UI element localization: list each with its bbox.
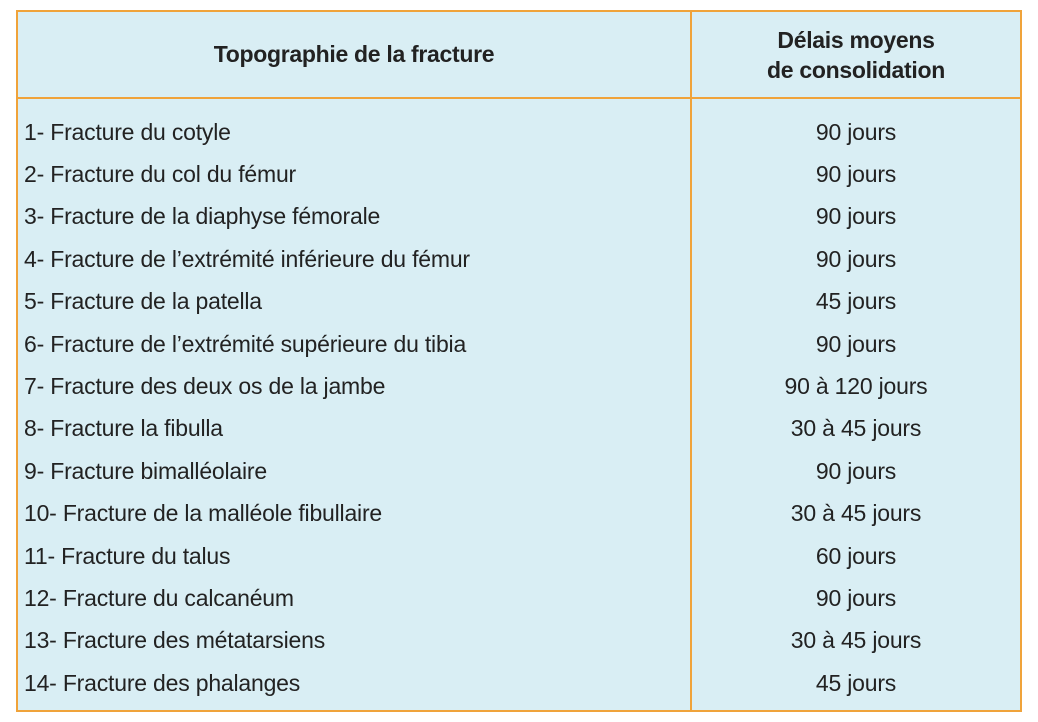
row-value: 90 à 120 jours bbox=[784, 373, 928, 400]
row-label: 6- Fracture de l’extrémité supérieure du tibia bbox=[24, 330, 467, 357]
table-row bbox=[18, 281, 1020, 323]
table-row bbox=[18, 323, 1020, 365]
row-value: 90 jours bbox=[815, 584, 897, 611]
table-row bbox=[18, 238, 1020, 280]
row-value: 60 jours bbox=[815, 542, 897, 569]
row-label: 3- Fracture de la diaphyse fémorale bbox=[24, 203, 381, 230]
row-value: 90 jours bbox=[815, 161, 897, 188]
row-value: 90 jours bbox=[815, 457, 897, 484]
row-value: 90 jours bbox=[815, 203, 897, 230]
table-row bbox=[18, 620, 1020, 662]
table-row bbox=[18, 577, 1020, 619]
row-label: 11- Fracture du talus bbox=[24, 542, 231, 569]
table-row bbox=[18, 493, 1020, 535]
row-label: 8- Fracture la fibulla bbox=[24, 415, 223, 442]
table-row bbox=[18, 662, 1020, 704]
row-label: 1- Fracture du cotyle bbox=[24, 118, 231, 145]
row-value: 45 jours bbox=[815, 669, 897, 696]
row-label: 13- Fracture des métatarsiens bbox=[24, 627, 325, 654]
table-row bbox=[18, 535, 1020, 577]
row-label: 9- Fracture bimalléolaire bbox=[24, 457, 267, 484]
row-label: 7- Fracture des deux os de la jambe bbox=[24, 373, 386, 400]
row-value: 90 jours bbox=[815, 245, 897, 272]
row-label: 2- Fracture du col du fémur bbox=[24, 161, 296, 188]
table-row bbox=[18, 408, 1020, 450]
table-header bbox=[18, 12, 1020, 99]
header-delay bbox=[692, 12, 1020, 97]
table-row bbox=[18, 450, 1020, 492]
row-value: 30 à 45 jours bbox=[790, 415, 922, 442]
header-topography: Topographie de la fracture bbox=[213, 41, 495, 67]
consolidation-table bbox=[16, 10, 1022, 712]
row-value: 30 à 45 jours bbox=[790, 500, 922, 527]
row-label: 4- Fracture de l’extrémité inférieure du fémur bbox=[24, 245, 470, 272]
table-body bbox=[18, 111, 1020, 704]
row-value: 30 à 45 jours bbox=[790, 627, 922, 654]
table-row bbox=[18, 196, 1020, 238]
row-label: 14- Fracture des phalanges bbox=[24, 669, 301, 696]
header-delay-line1: Délais moyens bbox=[777, 26, 935, 53]
header-delay-line2: de consolidation bbox=[767, 56, 945, 83]
table-row bbox=[18, 111, 1020, 153]
row-label: 10- Fracture de la malléole fibullaire bbox=[24, 500, 383, 527]
table-row bbox=[18, 153, 1020, 195]
row-value: 90 jours bbox=[815, 118, 897, 145]
table-row bbox=[18, 365, 1020, 407]
row-label: 12- Fracture du calcanéum bbox=[24, 584, 294, 611]
row-value: 45 jours bbox=[815, 288, 897, 315]
row-value: 90 jours bbox=[815, 330, 897, 357]
row-label: 5- Fracture de la patella bbox=[24, 288, 262, 315]
